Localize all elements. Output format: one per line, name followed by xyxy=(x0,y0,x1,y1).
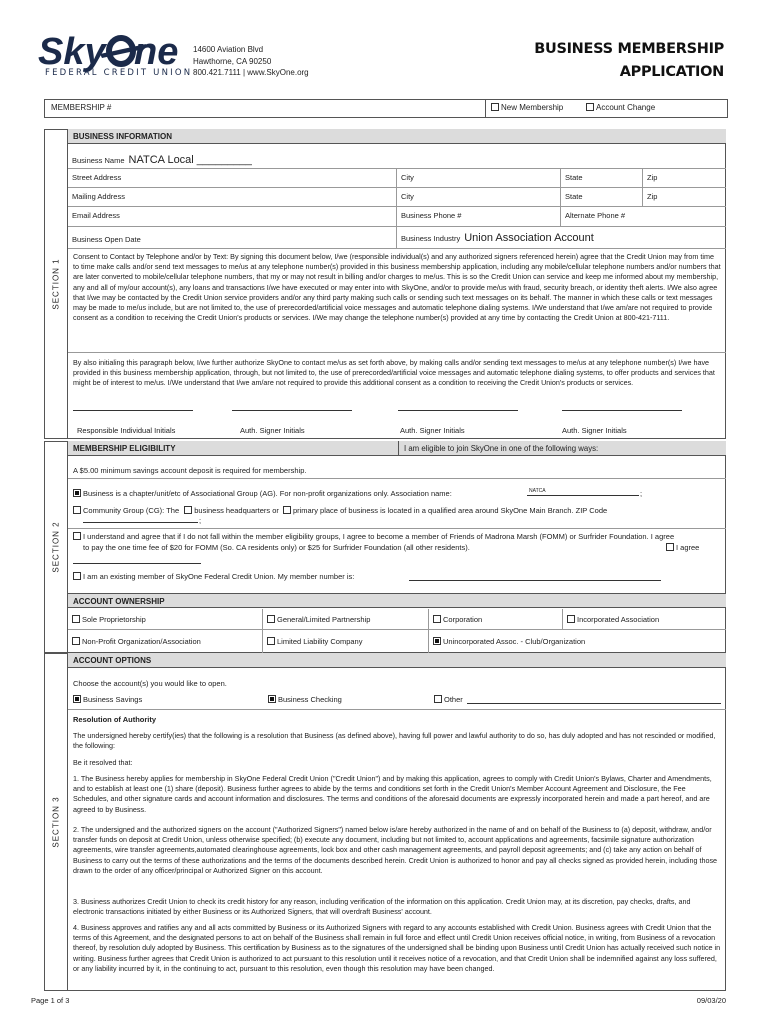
checkbox-icon[interactable] xyxy=(73,572,81,580)
field-label: Business Phone # xyxy=(401,211,462,220)
option-label: General/Limited Partnership xyxy=(277,615,371,624)
option-community-group[interactable] xyxy=(73,506,607,515)
option-label: primary place of business is located in a qualified area around SkyOne Main Branch. ZIP Code xyxy=(292,506,608,515)
city-field[interactable] xyxy=(396,169,560,187)
initials-label: Responsible Individual Initials xyxy=(77,426,176,435)
svg-text:Sky: Sky xyxy=(38,31,106,72)
business-name-row xyxy=(68,149,726,169)
deposit-note: A $5.00 minimum savings account deposit is required for membership. xyxy=(73,466,307,475)
street-field[interactable] xyxy=(68,169,396,187)
option-label: Business Checking xyxy=(278,695,342,704)
initials-line[interactable] xyxy=(562,410,682,411)
checkbox-icon[interactable] xyxy=(433,615,441,623)
field-label: City xyxy=(401,192,414,201)
field-label: Mailing Address xyxy=(72,192,125,201)
option-label: Community Group (CG): The xyxy=(83,506,180,515)
consent-paragraph: Consent to Contact by Telephone and/or by Text: By signing this document below, I/we (responsible individual(s) and any authorized signers referenced herein) agree that the Credit Union may from time to time make calls and/or send text messages to me/us at any telephone number(s) provided in this business membership application, including any mobile/cellular telephone numbers and/or numbers that are later converted to mobile/cellular telephone numbers, that my or may not result in billing and/or charges to me/us. This is so the Credit Union can service and keep me informed about my membership, any and all of my/our account(s), any loans and transactions I/we have executed or may enter into with SkyOne, and/or to provide me/us with fraud, security breach, or identity theft alerts. I/We also agree that I/we may be contacted by the Credit Union service providers and/or any third party making such calls or sending such text messages on its behalf. The manner in which these calls or text messages may be made to me/us include, but are not limited to, the use of prerecorded/artificial voice messages and automatic telephone dialing systems. I/We understand that I/we am/are not required to provide consent as a condition to receiving the Credit Union's products or services. I/We may change the telephone number(s) provided at any time by contacting the Credit Union at 800-421-7111. xyxy=(73,252,721,323)
industry-field[interactable] xyxy=(396,227,726,248)
option-fomm[interactable] xyxy=(73,532,721,553)
resolution-intro: The undersigned hereby certify(ies) that the following is a resolution that Business (as defined above), having full power and lawful authority to do so, has duly adopted and has not rescinded or modified, the following: xyxy=(73,731,716,751)
skyone-logo xyxy=(38,30,188,72)
association-name-value[interactable]: NATCA xyxy=(529,488,546,494)
business-phone-field[interactable] xyxy=(396,207,560,226)
account-change-option[interactable] xyxy=(586,103,655,112)
checkbox-icon[interactable] xyxy=(72,615,80,623)
section-3-side xyxy=(44,653,68,991)
field-label: Zip xyxy=(647,192,658,201)
field-label: State xyxy=(565,192,583,201)
ownership-option[interactable] xyxy=(562,609,726,629)
state-field[interactable] xyxy=(560,169,642,187)
title-line: APPLICATION xyxy=(619,64,724,80)
ownership-option[interactable] xyxy=(68,609,262,629)
option-label: I am an existing member of SkyOne Federal Credit Union. My member number is: xyxy=(83,572,355,581)
initials-line[interactable] xyxy=(73,410,193,411)
business-info-header: BUSINESS INFORMATION xyxy=(68,129,726,144)
checkbox-icon[interactable] xyxy=(73,489,81,497)
option-label: Unincorporated Assoc. - Club/Organization xyxy=(443,637,586,646)
email-field[interactable] xyxy=(68,207,396,226)
address-block xyxy=(193,44,309,79)
option-label: Business is a chapter/unit/etc of Associational Group (AG). For non-profit organizations only. Association name: xyxy=(83,489,452,498)
resolved-text: Be it resolved that: xyxy=(73,758,133,767)
field-label: Alternate Phone # xyxy=(565,211,626,220)
option-label: New Membership xyxy=(501,103,564,112)
fomm-line[interactable] xyxy=(73,563,201,564)
ownership-option[interactable] xyxy=(262,609,428,629)
ownership-row-1 xyxy=(68,609,726,630)
additional-consent-paragraph: By also initialing this paragraph below, I/we further authorize SkyOne to contact me/us as set forth above, by making calls and/or sending text messages to me/us at any telephone number(s) I/we have provided in this business membership application, through, but not limited to, the use of prerecorded/artificial voice messages and automatic telephone dialing systems, to offer products and services that might be of interest to me/us. I/We understand that I/we am/are not required to provide this additional consent as a condition to receiving the Credit Union's products or services. xyxy=(73,358,715,388)
zip-field[interactable] xyxy=(642,169,726,187)
field-label: Street Address xyxy=(72,173,122,182)
initials-label: Auth. Signer Initials xyxy=(562,426,627,435)
option-label: business headquarters or xyxy=(194,506,279,515)
option-label: Account Change xyxy=(596,103,656,112)
ownership-option[interactable] xyxy=(68,630,262,653)
address-line: Hawthorne, CA 90250 xyxy=(193,56,272,66)
initials-line[interactable] xyxy=(232,410,352,411)
svg-text:ne: ne xyxy=(134,31,179,72)
account-options-header: ACCOUNT OPTIONS xyxy=(68,653,726,668)
other-option[interactable] xyxy=(434,695,463,704)
checkbox-icon[interactable] xyxy=(567,615,575,623)
mailing-state-field[interactable] xyxy=(560,188,642,206)
ownership-option[interactable] xyxy=(262,630,428,653)
membership-number-label: MEMBERSHIP # xyxy=(51,103,112,112)
checkbox-icon[interactable] xyxy=(267,615,275,623)
page-number: Page 1 of 3 xyxy=(31,996,70,1005)
field-label: Zip xyxy=(647,173,658,182)
checkbox-icon[interactable] xyxy=(283,506,291,514)
mailing-city-field[interactable] xyxy=(396,188,560,206)
field-label: Business Open Date xyxy=(72,235,141,244)
business-savings-option[interactable] xyxy=(73,695,142,704)
section-2-side xyxy=(44,441,68,653)
business-name-value[interactable]: NATCA Local _________ xyxy=(128,154,252,166)
mailing-zip-field[interactable] xyxy=(642,188,726,206)
eligibility-header: MEMBERSHIP ELIGIBILITY xyxy=(68,441,398,456)
street-row xyxy=(68,169,726,188)
ownership-row-2 xyxy=(68,630,726,653)
option-label: Other xyxy=(444,695,463,704)
field-label: Business Name xyxy=(72,156,125,165)
ownership-option[interactable] xyxy=(428,609,562,629)
ownership-option[interactable] xyxy=(428,630,726,653)
initials-label: Auth. Signer Initials xyxy=(400,426,465,435)
form-date: 09/03/20 xyxy=(696,996,726,1005)
checkbox-icon[interactable] xyxy=(433,637,441,645)
resolution-title: Resolution of Authority xyxy=(73,715,157,724)
ownership-header: ACCOUNT OWNERSHIP xyxy=(68,593,726,608)
checkbox-icon[interactable] xyxy=(491,103,499,111)
resolution-item-2: 2. The undersigned and the authorized signers on the account ("Authorized Signers") named below is/are hereby authorized in the name of and on behalf of the Business to (a) deposit, withdraw, and/or transfer funds on deposit at Credit Union, unless otherwise specified; (b) execute any document, including but not limited to, account applications and agreements, facsimile signature authorization agreements, wire transfer agreements,automated clearinghouse agreements, lock box and other cash management agreements, and payroll deposit agreements; and (c) take any action on behalf of Business to carry out the terms of these authorizations and the terms of the documents described herein. Credit Union is authorized to honor and pay all checks signed as provided herein, including those drawn to the order of any officer/principal or Authorized Signer on this account. xyxy=(73,825,718,875)
option-label: I agree xyxy=(676,543,700,552)
field-label: Business Industry xyxy=(401,234,461,243)
checkbox-icon[interactable] xyxy=(72,637,80,645)
section-1-side xyxy=(44,129,68,439)
resolution-item-4: 4. Business approves and ratifies any and all acts committed by Business or its Authorized Signers with regard to any accounts established with Credit Union. Business agrees with Credit Union that the terms of this Agreement, and the designated persons to act on behalf of the Business shall remain in full force and effect until Credit Union receives official notice, in writing, from Business of a revocation thereof, by resolution duly adopted by Business. This certification by Business as to the signatures of the undersigned shall be binding upon Business until Credit Union has actually received such notice in writing. Business further agrees that Credit Union is authorized to act pursuant to this resolution until it receives notice of a revocation, and that Credit Union shall be indemnified against any loss suffered, or any liability incurred by it, in the continuing to act, pursuant to this resolution, even though this resolution may have been changed. xyxy=(73,923,721,973)
new-membership-option[interactable] xyxy=(491,103,563,112)
logo-subtitle: FEDERAL CREDIT UNION xyxy=(45,68,193,78)
option-label: Sole Proprietorship xyxy=(82,615,146,624)
mailing-field[interactable] xyxy=(68,188,396,206)
field-label: City xyxy=(401,173,414,182)
contact-line: 800.421.7111 | www.SkyOne.org xyxy=(193,68,309,77)
checkbox-icon[interactable] xyxy=(73,695,81,703)
option-existing-member[interactable] xyxy=(73,572,354,581)
checkbox-icon[interactable] xyxy=(73,506,81,514)
checkbox-icon[interactable] xyxy=(184,506,192,514)
resolution-item-1: 1. The Business hereby applies for membership in SkyOne Federal Credit Union ("Credit Union") and by making this application, agrees to comply with Credit Union's Bylaws, Charter and Amendments, and to establish at least one (1) share (deposit). Business further agrees to abide by the terms and conditions set forth in the Credit Union's Member Account Agreement and Disclosure, the Fee Schedules, and other signature cards and account information and disclosures. The terms and conditions of the aforesaid documents are expressly incorporated herein and made a part hereof, and are agreed to by Business. xyxy=(73,774,712,814)
section-label: SECTION 1 xyxy=(51,258,60,310)
zip-code-line[interactable] xyxy=(83,522,198,523)
choose-accounts-text: Choose the account(s) you would like to open. xyxy=(73,679,227,688)
open-date-row xyxy=(68,227,726,249)
section-label: SECTION 2 xyxy=(51,521,60,573)
other-line[interactable] xyxy=(467,703,721,704)
industry-value[interactable]: Union Association Account xyxy=(464,232,594,244)
option-label: Incorporated Association xyxy=(577,615,660,624)
checkbox-icon[interactable] xyxy=(73,532,81,540)
resolution-item-3: 3. Business authorizes Credit Union to check its credit history for any reason, including verification of the information on this application. Credit Union may, at its discretion, pay checks, drafts, and electronic transactions initiated by either Business or its Authorized Signers, that will overdraft Business' account. xyxy=(73,897,691,917)
eligibility-subheader: I am eligible to join SkyOne in one of the following ways: xyxy=(398,441,726,456)
option-label: Corporation xyxy=(443,615,483,624)
field-label: State xyxy=(565,173,583,182)
initials-line[interactable] xyxy=(398,410,518,411)
option-associational-group[interactable] xyxy=(73,489,452,498)
address-line: 14600 Aviation Blvd xyxy=(193,45,264,54)
option-label: Limited Liability Company xyxy=(277,637,363,646)
option-label: Business Savings xyxy=(83,695,143,704)
checkbox-icon[interactable] xyxy=(586,103,594,111)
member-number-line[interactable] xyxy=(409,580,661,581)
checkbox-icon[interactable] xyxy=(268,695,276,703)
checkbox-icon[interactable] xyxy=(434,695,442,703)
option-label: I understand and agree that if I do not fall within the member eligibility groups, I agree to become a member of Friends of Madrona Marsh (FOMM) or Surfrider Foundation. I agree to pay the one time fee of $20 for FOMM (So. CA residents only) or $25 for Surfrider Foundation (all other residents). xyxy=(83,532,675,552)
alternate-phone-field[interactable] xyxy=(560,207,726,226)
email-row xyxy=(68,207,726,227)
membership-number-row xyxy=(44,99,728,118)
open-date-field[interactable] xyxy=(68,227,396,248)
field-label: Email Address xyxy=(72,211,120,220)
option-label: Non-Profit Organization/Association xyxy=(82,637,201,646)
association-name-line[interactable] xyxy=(527,495,639,496)
title-line: BUSINESS MEMBERSHIP xyxy=(534,41,724,57)
initials-label: Auth. Signer Initials xyxy=(240,426,305,435)
agree-option[interactable] xyxy=(666,543,699,552)
page-title xyxy=(534,38,724,84)
checkbox-icon[interactable] xyxy=(267,637,275,645)
section-label: SECTION 3 xyxy=(51,796,60,848)
checkbox-icon[interactable] xyxy=(666,543,674,551)
mailing-row xyxy=(68,188,726,207)
business-checking-option[interactable] xyxy=(268,695,342,704)
business-name-field[interactable] xyxy=(68,149,726,168)
